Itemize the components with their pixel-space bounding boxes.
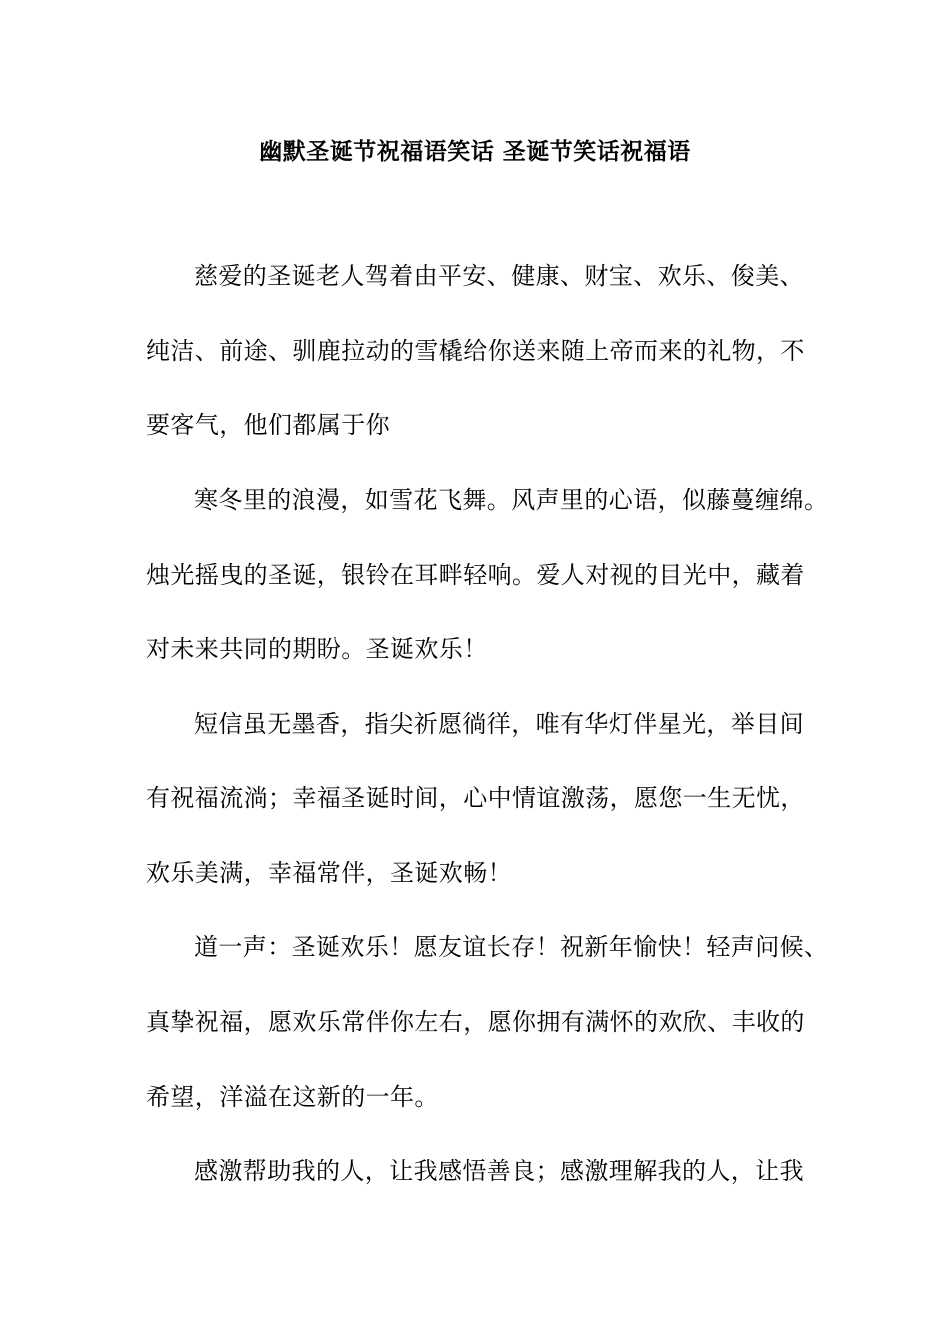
paragraph-3-line-2: 有祝福流淌；幸福圣诞时间，心中情谊激荡，愿您一生无忧， [146,784,805,812]
paragraph-3-line-3: 欢乐美满，幸福常伴，圣诞欢畅！ [146,859,512,887]
paragraph-2-line-2: 烛光摇曳的圣诞，银铃在耳畔轻响。爱人对视的目光中，藏着 [146,561,805,589]
paragraph-1-line-3: 要客气，他们都属于你 [146,411,390,439]
paragraph-2-line-3: 对未来共同的期盼。圣诞欢乐！ [146,635,488,663]
paragraph-1-line-2: 纯洁、前途、驯鹿拉动的雪橇给你送来随上帝而来的礼物，不 [146,337,805,365]
paragraph-4-line-2: 真挚祝福，愿欢乐常伴你左右，愿你拥有满怀的欢欣、丰收的 [146,1008,805,1036]
paragraph-1-line-1: 慈爱的圣诞老人驾着由平安、健康、财宝、欢乐、俊美、 [194,262,804,290]
paragraph-5-line-1: 感激帮助我的人，让我感悟善良；感激理解我的人，让我 [194,1157,804,1185]
paragraph-3-line-1: 短信虽无墨香，指尖祈愿徜徉，唯有华灯伴星光，举目间 [194,710,804,738]
paragraph-4-line-1: 道一声：圣诞欢乐！愿友谊长存！祝新年愉快！轻声问候、 [194,933,829,961]
paragraph-2-line-1: 寒冬里的浪漫，如雪花飞舞。风声里的心语，似藤蔓缠绵。 [194,486,829,514]
paragraph-4-line-3: 希望，洋溢在这新的一年。 [146,1083,439,1111]
page-title: 幽默圣诞节祝福语笑话 圣诞节笑话祝福语 [259,139,691,165]
